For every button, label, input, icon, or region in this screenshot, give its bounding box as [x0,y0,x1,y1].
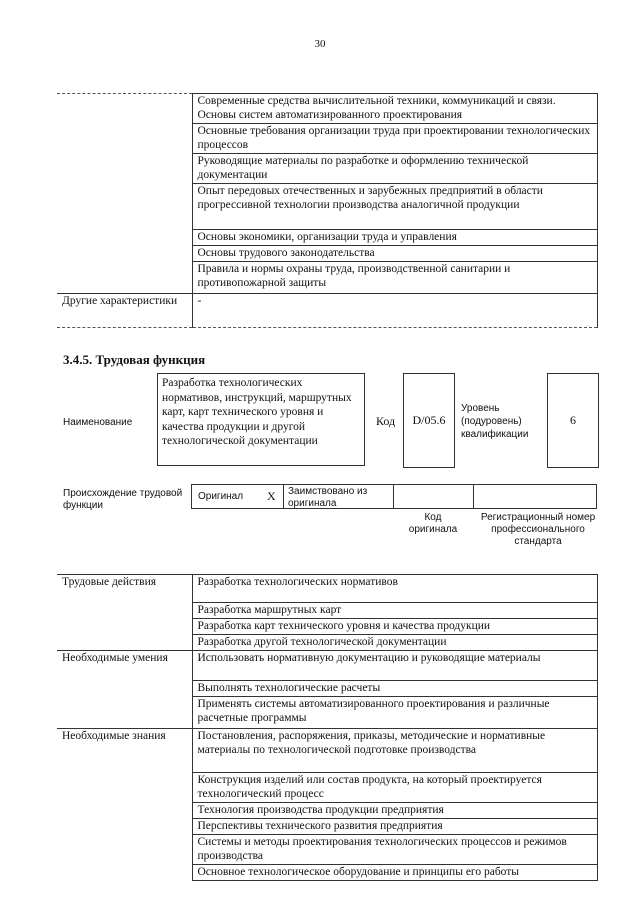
knowledge-item: Постановления, распоряжения, приказы, методические и нормативные материалы по технологической подготовке производства [192,729,597,773]
original-label: Оригинал [198,491,244,502]
level-label: Уровень (подуровень) квалификации [461,403,529,440]
other-characteristics-label: Другие характеристики [57,294,192,328]
origin-divider [393,484,394,509]
section-title: 3.4.5. Трудовая функция [63,352,206,367]
other-characteristics-value: - [192,294,597,328]
skill-row: Выполнять технологические расчеты [192,681,597,697]
skill-row: Использовать нормативную документацию и руководящие материалы [192,651,597,681]
skill-row: Применять системы автоматизированного проектирования и различные расчетные программы [192,697,597,729]
origin-row [191,484,597,509]
top-knowledge-table [57,93,598,328]
origin-divider [473,484,474,509]
empty-label-cell [57,94,192,124]
action-row: Разработка другой технологической документации [192,635,597,651]
action-row: Разработка карт технического уровня и качества продукции [192,619,597,635]
knowledge-item: Основное технологическое оборудование и принципы его работы [192,865,597,881]
page-number: 30 [314,38,326,50]
knowledge-label: Необходимые знания [57,729,192,881]
knowledge-row: Основные требования организации труда при проектировании технологических процессов [192,124,597,154]
knowledge-row: Правила и нормы охраны труда, производственной санитарии и противопожарной защиты [192,262,597,294]
knowledge-item: Конструкция изделий или состав продукта, на который проектируется технологический процесс [192,773,597,803]
knowledge-row: Опыт передовых отечественных и зарубежных предприятий в области прогрессивной технологии производства аналогичной продукции [192,184,597,230]
knowledge-row: Современные средства вычислительной техники, коммуникаций и связи. Основы систем автоматизированного проектирования [192,94,597,124]
actions-label: Трудовые действия [57,575,192,651]
knowledge-row: Основы трудового законодательства [192,246,597,262]
origin-divider [283,484,284,509]
original-mark: X [267,489,276,503]
knowledge-item: Перспективы технического развития предприятия [192,819,597,835]
action-row: Разработка маршрутных карт [192,603,597,619]
knowledge-item: Технология производства продукции предприятия [192,803,597,819]
code-original-label: Код оригинала [408,512,458,535]
knowledge-row: Основы экономики, организации труда и управления [192,230,597,246]
action-row: Разработка технологических нормативов [192,575,597,603]
function-name-box: Разработка технологических нормативов, инструкций, маршрутных карт, карт технического уровня и качества продукции и другой технологической документации [157,373,365,466]
borrowed-label: Заимствовано из оригинала [288,486,368,509]
name-label: Наименование [63,417,133,428]
reg-number-label: Регистрационный номер профессионального стандарта [480,512,596,547]
origin-label: Происхождение трудовой функции [63,488,183,511]
function-details-table [57,574,598,881]
level-value-box: 6 [547,373,599,468]
knowledge-item: Системы и методы проектирования технологических процессов и режимов производства [192,835,597,865]
code-value-box: D/05.6 [403,373,455,468]
skills-label: Необходимые умения [57,651,192,729]
knowledge-row: Руководящие материалы по разработке и оформлению технической документации [192,154,597,184]
code-label: Код [376,414,396,428]
